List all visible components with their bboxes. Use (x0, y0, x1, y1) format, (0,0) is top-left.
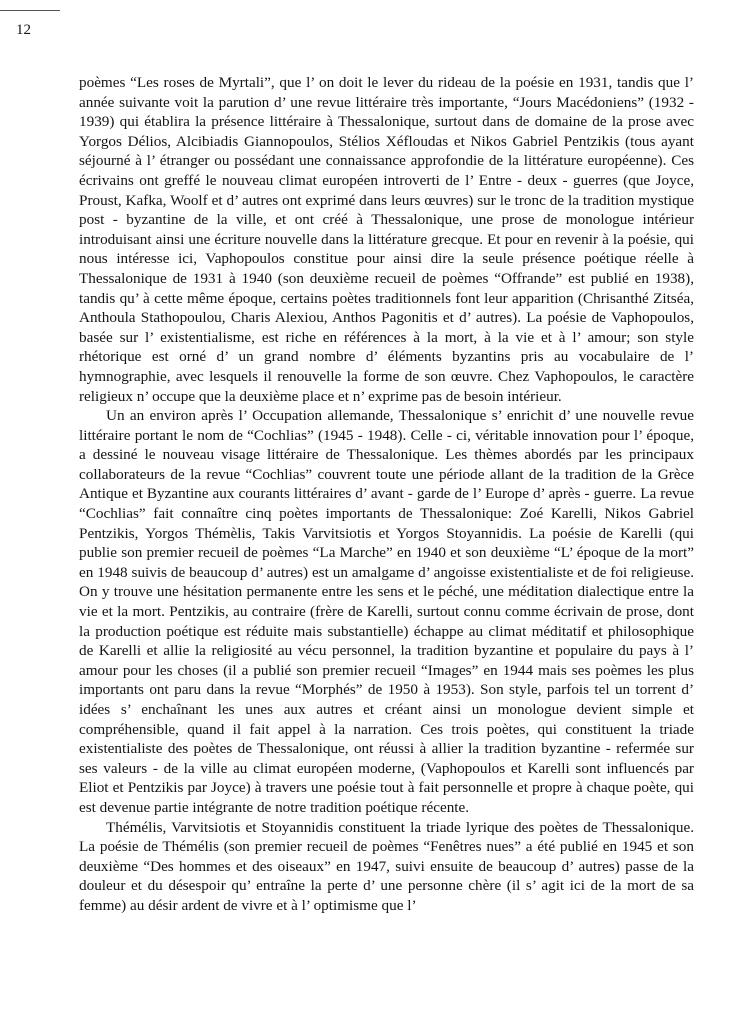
paragraph: poèmes “Les roses de Myrtali”, que l’ on doit le lever du rideau de la poésie en 1931, tandis que l’ année suivante voit la parution d’ une revue littéraire très importante, “Jours Macédoniens” (1932 - 1939) qui établira la présence littéraire à Thessalonique, surtout dans de domaine de la prose avec Yorgos Délios, Alcibiadis Giannopoulos, Stélios Xéfloudas et Nikos Gabriel Pentzikis (tous ayant séjourné à l’ étranger ou possédant une connaissance approfondie de la littérature européenne). Ces écrivains ont greffé le nouveau climat européen introverti de l’ Entre - deux - guerres (que Joyce, Proust, Kafka, Woolf et d’ autres ont exprimé dans leurs œuvres) sur le tronc de la tradition mystique post - byzantine de la ville, et ont créé à Thessalonique, une prose de monologue intérieur introduisant ainsi une écriture nouvelle dans la littérature grecque. Et pour en revenir à la poésie, qui nous intéresse ici, Vaphopoulos constitue pour ainsi dire la seule présence poétique réelle à Thessalonique de 1931 à 1940 (son deuxième recueil de poèmes “Offrande” est publié en 1938), tandis qu’ à cette même époque, certains poètes traditionnels font leur apparition (Chrisanthé Zitséa, Anthoula Stathopoulou, Charis Alexiou, Anthos Pagonitis et d’ autres). La poésie de Vaphopoulos, basée sur l’ existentialisme, est riche en références à la mort, à la vie et à l’ amour; son style rhétorique est orné d’ un grand nombre d’ éléments byzantins pris au vocabulaire de l’ hymnographie, avec lesquels il renouvelle la forme de son œuvre. Chez Vaphopoulos, le caractère religieux n’ occupe que la deuxième place et n’ exprime pas de besoin intérieur. (79, 74, 694, 405)
paragraph: Thémélis, Varvitsiotis et Stoyannidis constituent la triade lyrique des poètes de Thessalonique. La poésie de Thémélis (son premier recueil de poèmes “Fenêtres nues” a été publié en 1945 et son deuxième “Des hommes et des oiseaux” en 1947, suivi ensuite de beaucoup d’ autres) passe de la douleur et du désespoir qu’ entraîne la perte d’ une personne chère (il s’ agit ici de la mort de sa femme) au désir ardent de vivre et à l’ optimisme que l’ (79, 818, 694, 914)
page-number: 12 (16, 22, 31, 38)
top-rule (0, 10, 60, 11)
body-text (79, 73, 694, 916)
paragraph: Un an environ après l’ Occupation allemande, Thessalonique s’ enrichit d’ une nouvelle revue littéraire portant le nom de “Cochlias” (1945 - 1948). Celle - ci, véritable innovation pour l’ époque, a dessiné le nouveau visage littéraire de Thessalonique. Les thèmes abordés par les principaux collaborateurs de la revue “Cochlias” couvrent toute une période allant de la tradition de la Grèce Antique et Byzantine aux courants littéraires d’ avant - garde de l’ Europe d’ après - guerre. La revue “Cochlias” fait connaître cinq poètes importants de Thessalonique: Zoé Karelli, Nikos Gabriel Pentzikis, Yorgos Thémèlis, Takis Varvitsiotis et Yorgos Stoyannidis. La poésie de Karelli (qui publie son premier recueil de poèmes “La Marche” en 1940 et son deuxième “L’ époque de la mort” en 1948 suivis de beaucoup d’ autres) est un amalgame d’ angoisse existentialiste et de foi religieuse. On y trouve une hésitation permanente entre les sens et le péché, une méditation dialectique entre la vie et la mort. Pentzikis, au contraire (frère de Karelli, surtout connu comme écrivain de prose, dont la production poétique est réduite mais substantielle) échappe au climat méditatif et philosophique de Karelli et allie la religiosité au vécu personnel, la tradition byzantine et populaire du pays à l’ amour pour les choses (il a publié son premier recueil “Images” en 1944 mais ses poèmes les plus importants ont paru dans la revue “Morphés” de 1950 à 1953). Son style, parfois tel un torrent d’ idées s’ enchaînant les unes aux autres et créant ainsi un monologue devient simple et compréhensible, quand il fait appel à la narration. Ces trois poètes, qui constituent la triade existentialiste des poètes de Thessalonique, ont réussi à allier la tradition byzantine - refermée sur ses valeurs - de la ville au climat européen moderne, (Vaphopoulos et Karelli sont influencés par Eliot et Pentzikis par Joyce) à travers une poésie tout à fait personnelle et propre à chaque poète, qui est devenue partie intégrante de notre tradition poétique récente. (79, 407, 694, 816)
